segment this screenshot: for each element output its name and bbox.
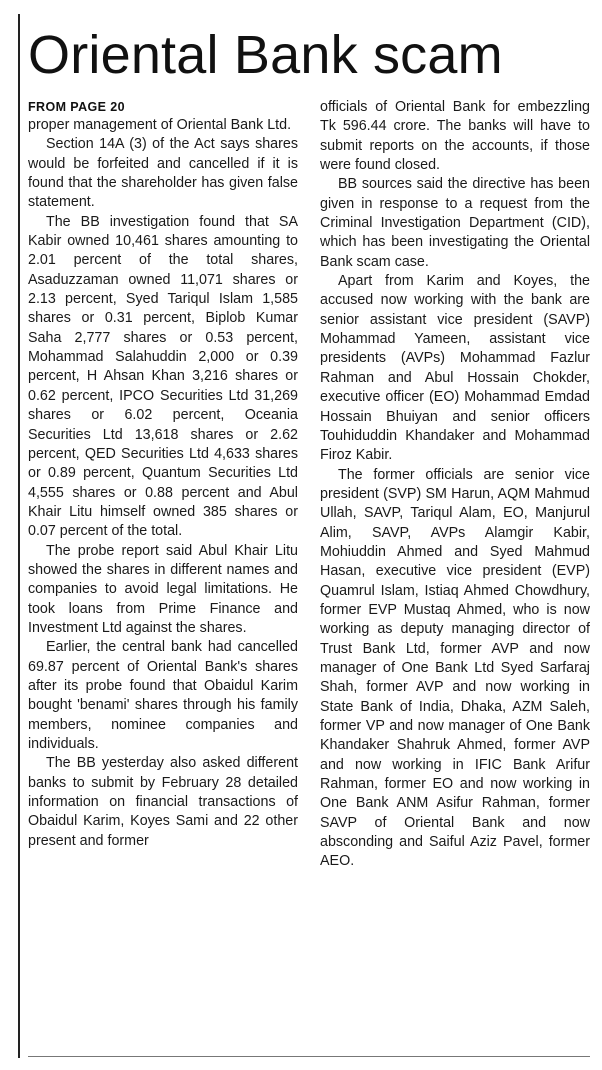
paragraph: proper management of Oriental Bank Ltd. [28,117,292,133]
paragraph: The former officials are senior vice president (SVP) SM Harun, AQM Mahmud Ullah, SAVP, Tariqul Alam, EO, Manjurul Alim, SAVP, AVPs Alamgir Kabir, Mohiuddin Ahmed and Syed Mahmud Hasan, executive vice president (EVP) Quamrul Islam, Istiaq Ahmed Chowdhury, former EVP Mustaq Ahmed, who is now working as deputy managing director of Trust Bank Ltd, former AVP and now manager of One Bank Ltd Syed Sarfaraj Shah, former AVP and now working in State Bank of India, Dhaka, AZM Saleh, former VP and now manager of One Bank Khandaker Shahruk Ahmed, former AVP and now working in IFIC Bank Arifur Rahman, former EO and now working in One Bank ANM Asifur Rahman, former SAVP of Oriental Bank and now absconding and Saiful Aziz Pavel, former AEO. [320,466,590,870]
right-column [320,98,590,872]
paragraph: The BB yesterday also asked different banks to submit by February 28 detailed information on financial transactions of Obaidul Karim, Koyes Sami and 22 other present and former [28,755,298,849]
headline: Oriental Bank scam [28,25,503,85]
paragraph: BB sources said the directive has been given in response to a request from the Criminal Investigation Department (CID), which has been investigating the Oriental Bank scam case. [320,176,590,270]
left-column [28,98,298,851]
paragraph: The BB investigation found that SA Kabir owned 10,461 shares amounting to 2.01 percent of the total shares, Asaduzzaman owned 11,071 shares or 2.13 percent, Syed Tariqul Islam 1,585 shares or 0.31 percent, Biplob Kumar Saha 2,777 shares or 0.53 percent, Mohammad Salahuddin 2,000 or 0.39 percent, H Ahsan Khan 3,216 shares or 0.62 percent, IPCO Securities Ltd 31,269 shares or 6.02 percent, Oceania Securities Ltd 13,618 shares or 2.62 percent, QED Securities Ltd 4,633 shares or 0.89 percent, Quantum Securities Ltd 4,555 shares or 0.88 percent and Abul Khair Litu himself owned 385 shares or 0.07 percent of the total. [28,213,298,540]
paragraph: officials of Oriental Bank for embezzling Tk 596.44 crore. The banks will have to submit reports on the accounts, if those were found closed. [320,99,590,174]
paragraph: Section 14A (3) of the Act says shares would be forfeited and cancelled if it is found that the shareholder has given false statement. [28,136,298,211]
paragraph: Earlier, the central bank had cancelled 69.87 percent of Oriental Bank's shares after its probe found that Obaidul Karim bought 'benami' shares through his family members, nominee companies and individuals. [28,639,298,752]
bottom-rule [28,1056,590,1057]
news-clipping [18,14,594,1058]
paragraph: The probe report said Abul Khair Litu showed the shares in different names and companies to avoid legal limitations. He took loans from Prime Finance and Investment Ltd against the shares. [28,542,298,636]
paragraph: Apart from Karim and Koyes, the accused now working with the bank are senior assistant vice president (SAVP) Mohammad Yameen, assistant vice presidents (AVPs) Mohammad Fazlur Rahman and Abul Hossain Chokder, executive officer (EO) Mohammad Emdad Hossain Bhuiyan and senior officers Touhiduddin Khandaker and Mohammad Firoz Kabir. [320,273,590,464]
jump-label: FROM PAGE 20 [28,100,125,114]
